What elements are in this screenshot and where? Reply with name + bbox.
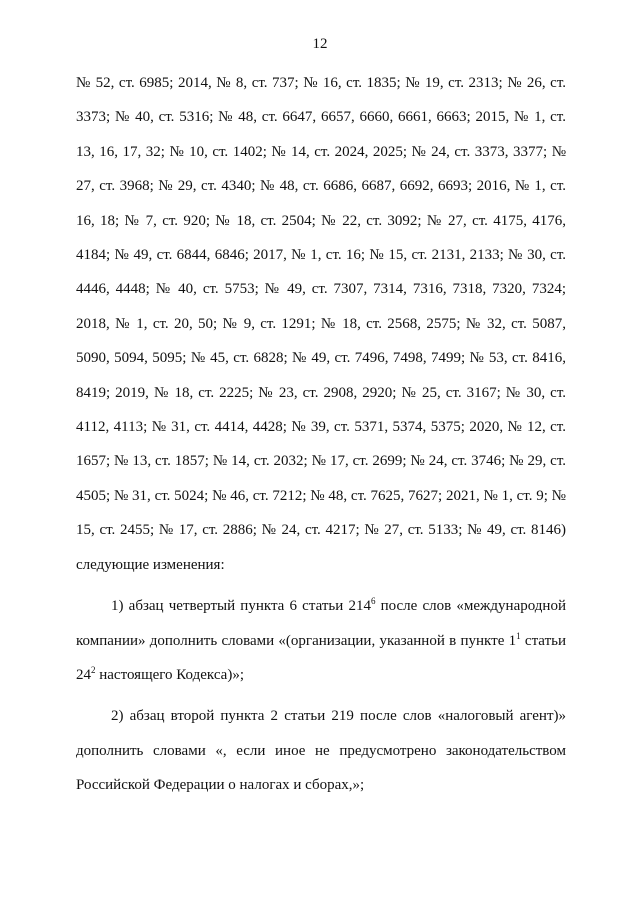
- item1-text-part2: после слов «международной компании» дополнить словами «(организации, указанной в пункте 1: [76, 598, 566, 649]
- citation-paragraph: № 52, ст. 6985; 2014, № 8, ст. 737; № 16, ст. 1835; № 19, ст. 2313; № 26, ст. 3373; № 40, ст. 5316; № 48, ст. 6647, 6657, 6660, 6661, 6663; 2015, № 1, ст. 13, 16, 17, 32; № 10, ст. 1402; № 14, ст. 2024, 2025; № 24, ст. 3373, 3377; № 27, ст. 3968; № 29, ст. 4340; № 48, ст. 6686, 6687, 6692, 6693; 2016, № 1, ст. 16, 18; № 7, ст. 920; № 18, ст. 2504; № 22, ст. 3092; № 27, ст. 4175, 4176, 4184; № 49, ст. 6844, 6846; 2017, № 1, ст. 16; № 15, ст. 2131, 2133; № 30, ст. 4446, 4448; № 40, ст. 5753; № 49, ст. 7307, 7314, 7316, 7318, 7320, 7324; 2018, № 1, ст. 20, 50; № 9, ст. 1291; № 18, ст. 2568, 2575; № 32, ст. 5087, 5090, 5094, 5095; № 45, ст. 6828; № 49, ст. 7496, 7498, 7499; № 53, ст. 8416, 8419; 2019, № 18, ст. 2225; № 23, ст. 2908, 2920; № 25, ст. 3167; № 30, ст. 4112, 4113; № 31, ст. 4414, 4428; № 39, ст. 5371, 5374, 5375; 2020, № 12, ст. 1657; № 13, ст. 1857; № 14, ст. 2032; № 17, ст. 2699; № 24, ст. 3746; № 29, ст. 4505; № 31, ст. 5024; № 46, ст. 7212; № 48, ст. 7625, 7627; 2021, № 1, ст. 9; № 15, ст. 2455; № 17, ст. 2886; № 24, ст. 4217; № 27, ст. 5133; № 49, ст. 8146) следующие изменения:: [76, 75, 566, 573]
- amendment-item-1: [76, 589, 566, 692]
- amendment-item-2: 2) абзац второй пункта 2 статьи 219 после слов «налоговый агент)» дополнить словами «, если иное не предусмотрено законодательством Российской Федерации о налогах и сборах,»;: [76, 708, 566, 794]
- item1-text-part4: настоящего Кодекса)»;: [95, 666, 244, 683]
- page-number: 12: [312, 36, 328, 52]
- item1-superscript-2: 1: [516, 630, 521, 641]
- item1-superscript-3: 2: [91, 664, 96, 675]
- item1-superscript-1: 6: [370, 596, 376, 607]
- document-body: [76, 66, 566, 803]
- item1-text-part3: статьи 24: [76, 632, 567, 683]
- item1-text-part1: 1) абзац четвертый пункта 6 статьи 214: [111, 598, 371, 615]
